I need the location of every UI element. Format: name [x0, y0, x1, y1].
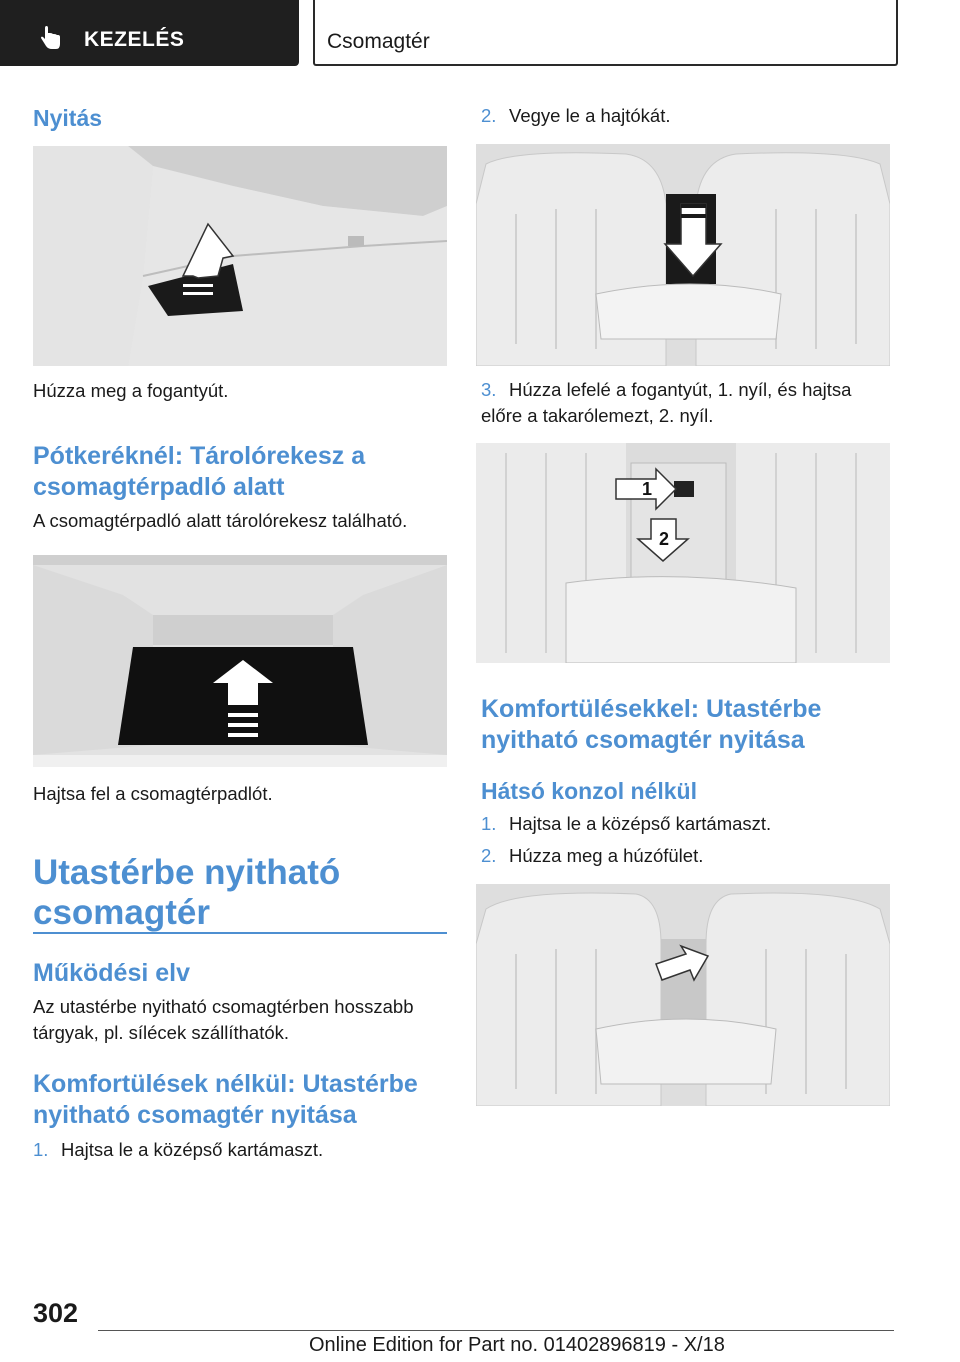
step-text: Húzza meg a húzófület. — [509, 845, 704, 866]
figure-label-2: 2 — [659, 529, 670, 549]
step-number: 1. — [33, 1139, 49, 1160]
figure-pull-tab — [476, 884, 890, 1106]
step-1-left — [33, 1137, 448, 1163]
step-number: 1. — [481, 813, 497, 834]
chapter-header — [313, 0, 898, 66]
text-mukodesi-elv: Az utastérbe nyitható csomagtérben hosszabb tárgyak, pl. sílécek szállíthatók. — [33, 996, 414, 1043]
caption-fold-floor: Hajtsa fel a csomagtérpadlót. — [33, 783, 273, 804]
heading-hatso-konzol: Hátsó konzol nélkül — [481, 778, 697, 804]
text-potkerek: A csomagtérpadló alatt tárolórekesz található. — [33, 510, 408, 531]
step-text: Hajtsa le a középső kartámaszt. — [509, 813, 772, 834]
step-number: 2. — [481, 105, 497, 126]
step-k1 — [481, 811, 891, 837]
step-number: 2. — [481, 845, 497, 866]
heading-utasterbe: Utastérbe nyitható csomagtér — [33, 853, 341, 932]
heading-mukodesi-elv: Működési elv — [33, 959, 190, 987]
footer-edition: Online Edition for Part no. 01402896819 - X/18 — [309, 1334, 725, 1356]
step-3-right — [481, 377, 881, 429]
step-number: 3. — [481, 379, 497, 400]
figure-trunk-floor — [33, 555, 447, 767]
step-2-right — [481, 103, 893, 129]
step-k2 — [481, 843, 891, 869]
chapter-title: Csomagtér — [327, 30, 430, 53]
figure-remove-flap — [476, 144, 890, 366]
heading-rule — [33, 932, 447, 934]
page-number: 302 — [33, 1298, 79, 1328]
figure-label-1: 1 — [642, 479, 653, 499]
step-text: Vegye le a hajtókát. — [509, 105, 671, 126]
section-tab-label: KEZELÉS — [84, 28, 185, 51]
figure-trunk-handle — [33, 146, 447, 366]
step-text: Hajtsa le a középső kartámaszt. — [61, 1139, 324, 1160]
heading-komfort-nelkul: Komfortülések nélkül: Utastérbe nyitható csomagtér nyitása — [33, 1070, 418, 1129]
figure-pull-handle-arrows — [476, 443, 890, 663]
footer-rule — [98, 1330, 894, 1331]
caption-pull-handle: Húzza meg a fogantyút. — [33, 380, 229, 401]
heading-potkerek: Pótkeréknél: Tárolórekesz a csomagtérpadló alatt — [33, 442, 366, 501]
heading-nyitas: Nyitás — [33, 105, 103, 131]
step-text: Húzza lefelé a fogantyút, 1. nyíl, és hajtsa előre a takarólemezt, 2. nyíl. — [481, 379, 852, 426]
hand-pointer-icon — [40, 26, 62, 50]
heading-komfort: Komfortülésekkel: Utastérbe nyitható csomagtér nyitása — [481, 695, 822, 754]
section-tab[interactable] — [0, 0, 299, 66]
